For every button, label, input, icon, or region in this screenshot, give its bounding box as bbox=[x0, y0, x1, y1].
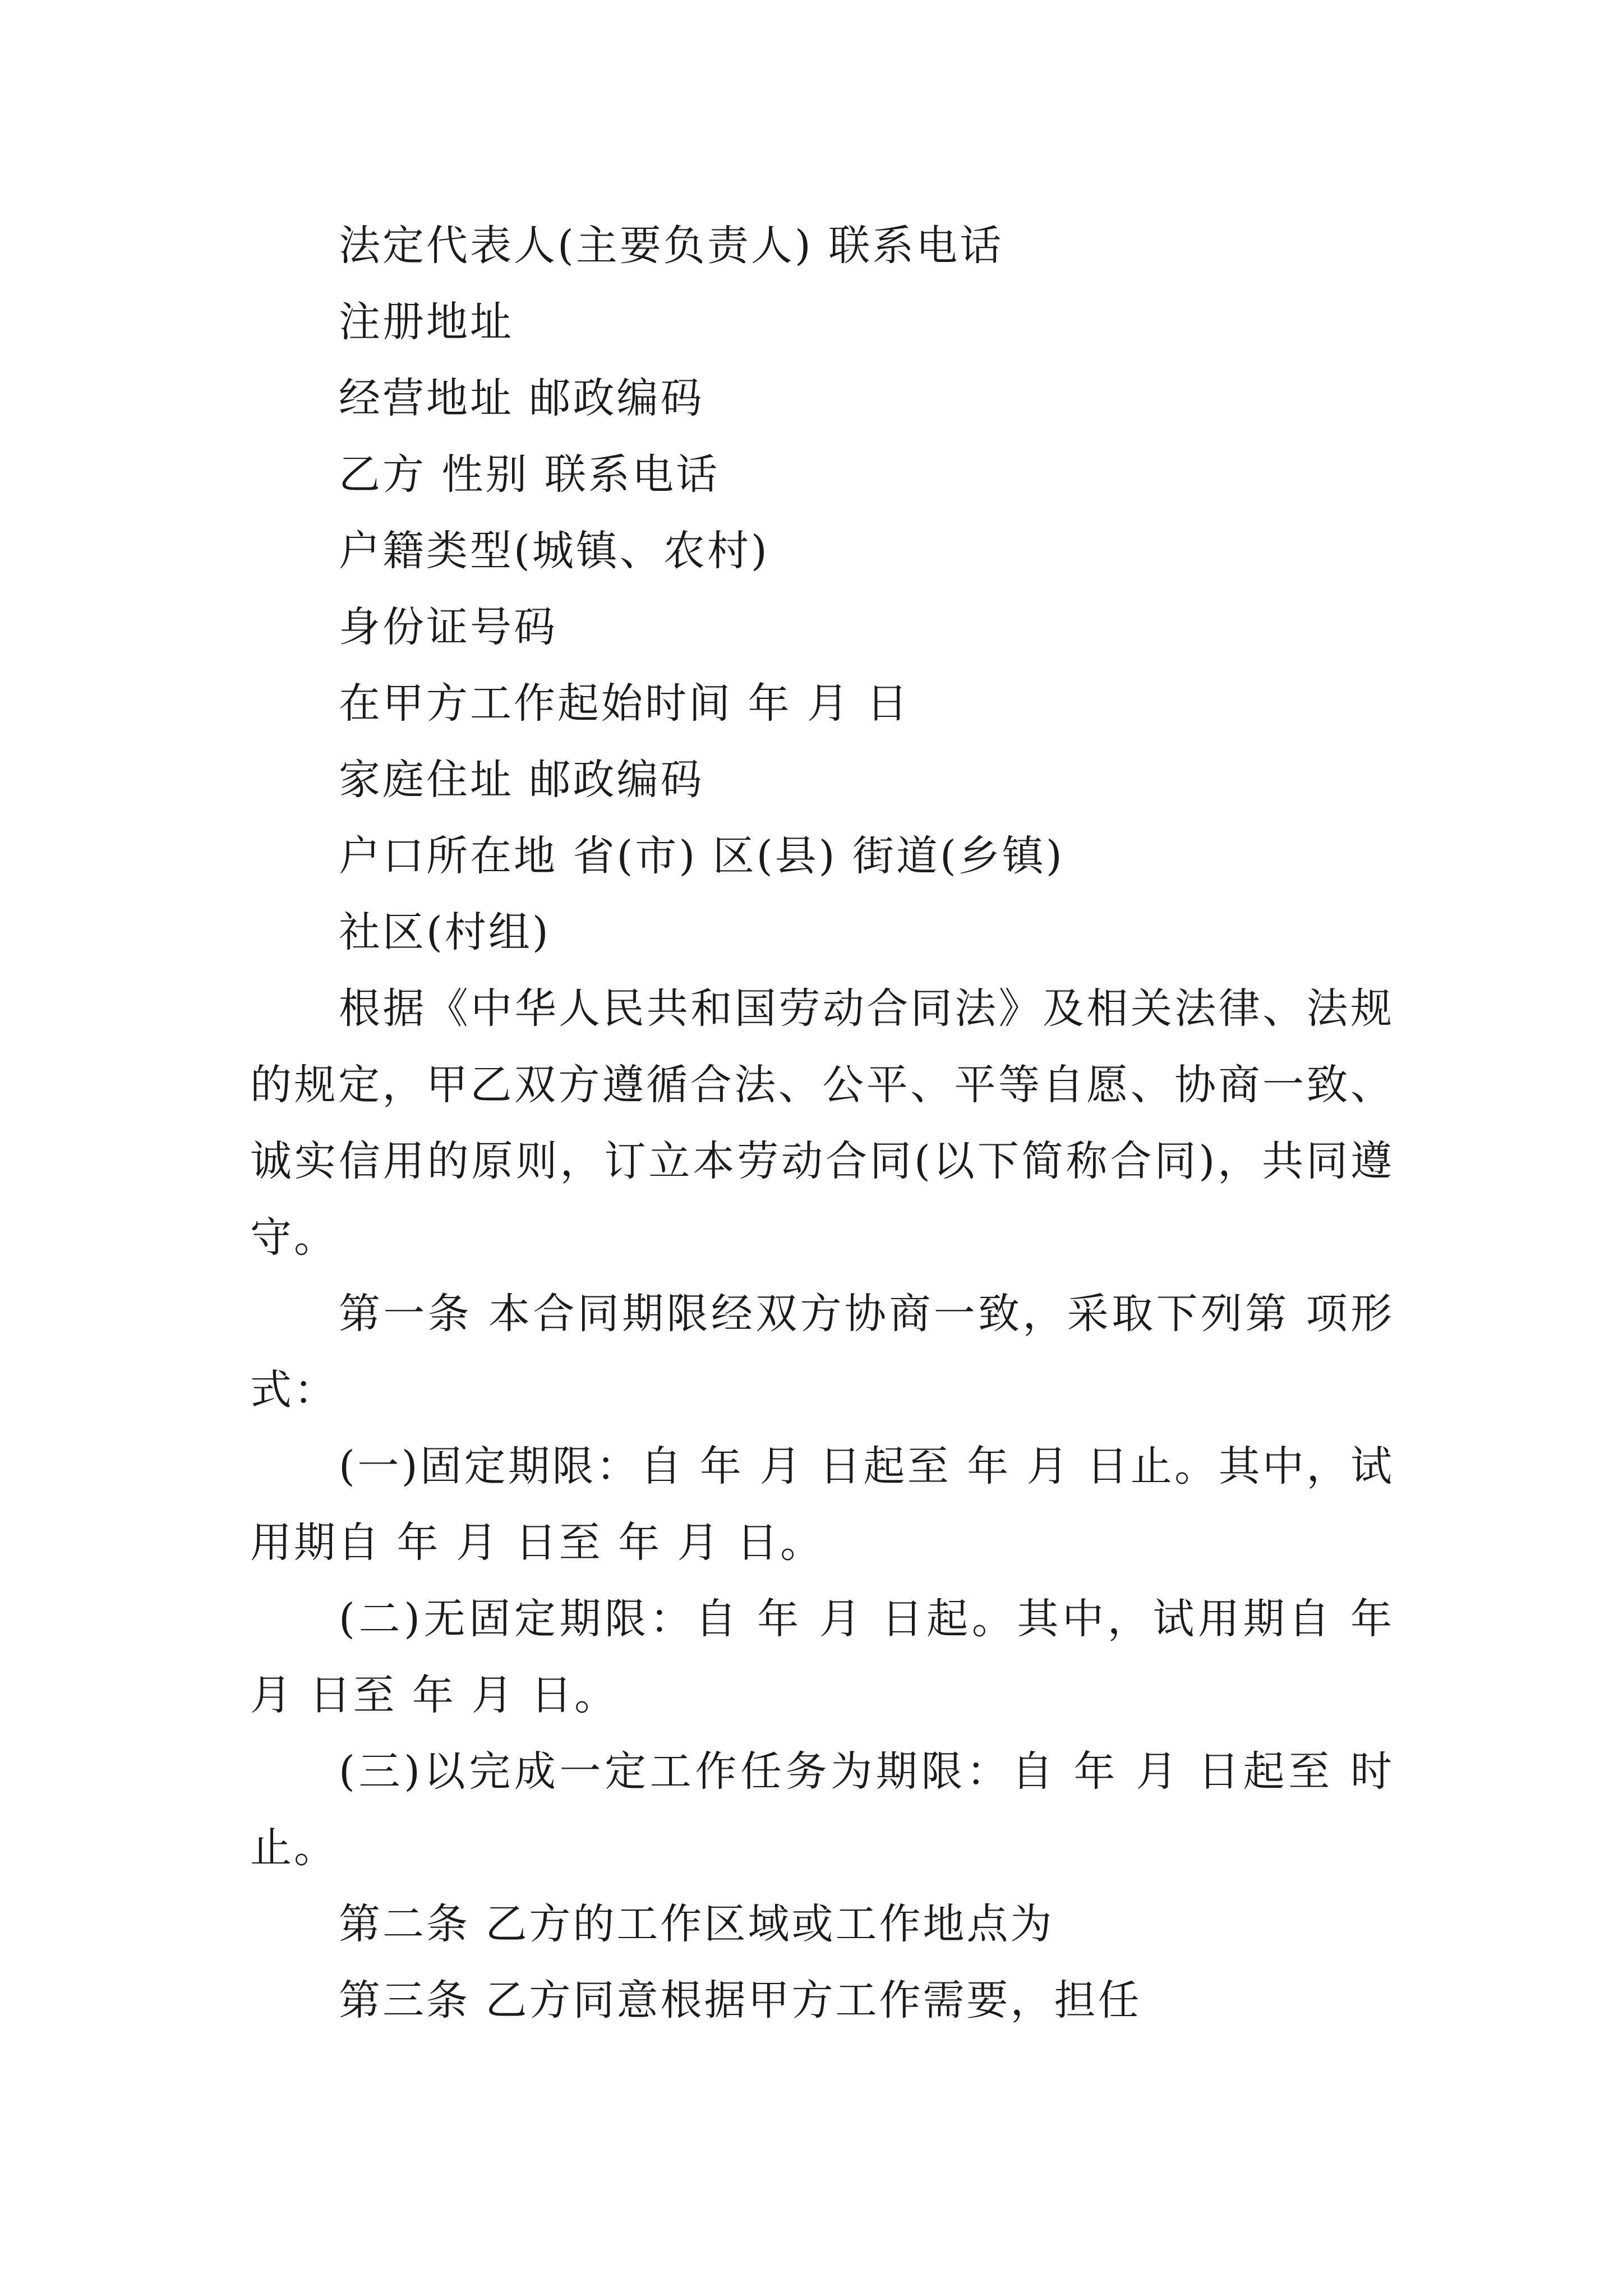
field-business-address: 经营地址 邮政编码 bbox=[339, 374, 704, 422]
field-registered-address: 注册地址 bbox=[339, 298, 514, 346]
document-body bbox=[250, 208, 1394, 2039]
task-term-paragraph: (三)以完成一定工作任务为期限：自 年 月 日起至 时止。 bbox=[250, 1747, 1394, 1872]
field-legal-representative: 法定代表人(主要负责人) 联系电话 bbox=[339, 222, 1004, 270]
article-2-paragraph: 第二条 乙方的工作区域或工作地点为 bbox=[339, 1900, 1054, 1948]
field-household-type: 户籍类型(城镇、农村) bbox=[339, 527, 769, 575]
preamble-paragraph: 根据《中华人民共和国劳动合同法》及相关法律、法规的规定，甲乙双方遵循合法、公平、平等自愿、协商一致、诚实信用的原则，订立本劳动合同(以下简称合同)，共同遵守。 bbox=[250, 984, 1394, 1262]
field-id-number: 身份证号码 bbox=[339, 603, 557, 651]
field-household-location: 户口所在地 省(市) 区(县) 街道(乡镇) bbox=[339, 832, 1064, 880]
field-start-date: 在甲方工作起始时间 年 月 日 bbox=[339, 679, 910, 728]
article-3-paragraph: 第三条 乙方同意根据甲方工作需要，担任 bbox=[339, 1976, 1142, 2024]
fixed-term-paragraph: (一)固定期限：自 年 月 日起至 年 月 日止。其中，试用期自 年 月 日至 年 月 日。 bbox=[250, 1442, 1394, 1567]
field-community: 社区(村组) bbox=[339, 908, 551, 956]
field-party-b: 乙方 性别 联系电话 bbox=[339, 450, 720, 499]
open-term-paragraph: (二)无固定期限：自 年 月 日起。其中，试用期自 年 月 日至 年 月 日。 bbox=[250, 1595, 1394, 1719]
field-home-address: 家庭住址 邮政编码 bbox=[339, 756, 704, 804]
article-1-paragraph: 第一条 本合同期限经双方协商一致，采取下列第 项形式： bbox=[250, 1290, 1394, 1414]
